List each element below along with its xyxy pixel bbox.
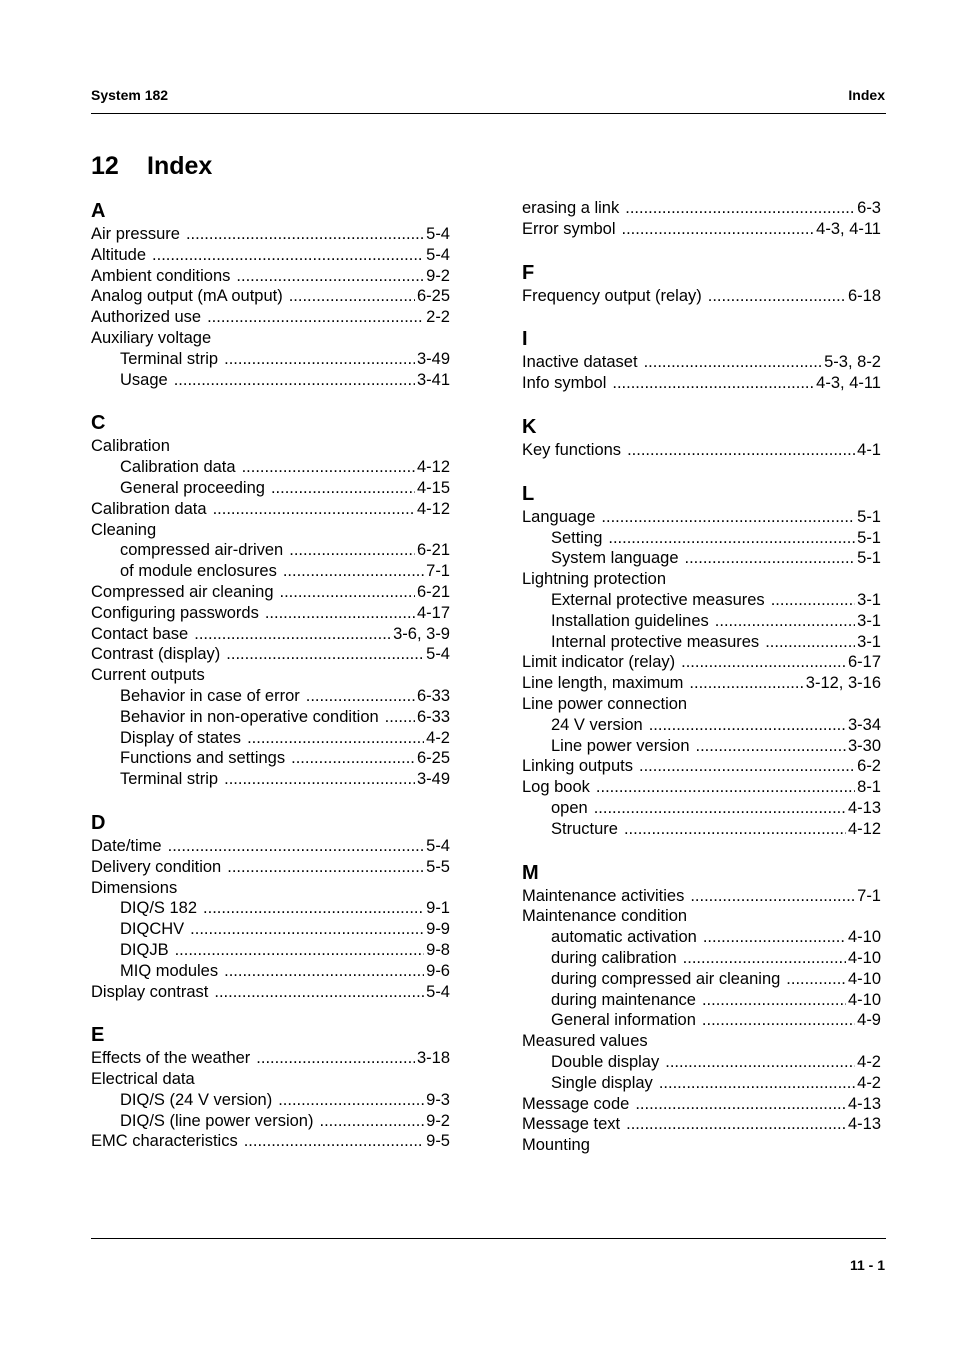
index-subentry [91, 1111, 450, 1132]
index-term: Single display [551, 1073, 653, 1092]
index-entry [522, 198, 881, 219]
index-page-ref: 3-49 [416, 770, 450, 789]
index-term: DIQJB [120, 940, 169, 959]
dot-leader [256, 1048, 415, 1069]
dot-leader [226, 644, 424, 665]
dot-leader [244, 1131, 424, 1152]
index-term: Inactive dataset [522, 353, 638, 372]
index-term: during compressed air cleaning [551, 969, 781, 988]
chapter-title [91, 152, 212, 181]
index-letter-heading: F [522, 261, 535, 284]
index-subentry [522, 927, 881, 948]
index-term: Message text [522, 1115, 621, 1134]
index-entry [522, 440, 881, 461]
index-term: Limit indicator (relay) [522, 653, 676, 672]
index-entry [522, 1114, 881, 1135]
index-page-ref: 5-4 [426, 836, 450, 855]
dot-leader [227, 857, 424, 878]
dot-leader [596, 777, 855, 798]
index-entry [91, 982, 450, 1003]
index-term: Display contrast [91, 982, 209, 1001]
index-letter-heading: K [522, 415, 537, 438]
section-gap [522, 306, 881, 326]
index-page-ref: 6-33 [416, 707, 450, 726]
index-entry [91, 1048, 450, 1069]
index-subentry [522, 715, 881, 736]
index-entry [522, 507, 881, 528]
index-term: General proceeding [120, 478, 265, 497]
index-subentry [91, 1090, 450, 1111]
index-page-ref: 4-1 [857, 440, 881, 459]
index-term: during calibration [551, 948, 677, 967]
index-page-ref: 4-10 [847, 969, 881, 988]
dot-leader [224, 769, 415, 790]
dot-leader [203, 898, 424, 919]
index-page-ref: 4-10 [847, 948, 881, 967]
index-term: Behavior in case of error [120, 686, 300, 705]
index-subentry [91, 961, 450, 982]
dot-leader [594, 798, 846, 819]
index-column-left [91, 198, 450, 1152]
index-column-right [522, 198, 881, 1156]
index-term: DIQ/S (24 V version) [120, 1090, 273, 1109]
index-entry [91, 436, 450, 457]
dot-leader [280, 582, 415, 603]
index-subentry [91, 728, 450, 749]
index-term: Linking outputs [522, 757, 633, 776]
index-page-ref: 3-12, 3-16 [805, 674, 881, 693]
index-page-ref: 9-2 [426, 266, 450, 285]
dot-leader [319, 1111, 424, 1132]
index-term: Ambient conditions [91, 266, 231, 285]
index-page-ref: 5-3, 8-2 [824, 353, 881, 372]
index-entry [522, 352, 881, 373]
index-page-ref: 4-17 [416, 603, 450, 622]
index-entry [91, 603, 450, 624]
index-page-ref: 3-34 [847, 715, 881, 734]
index-term: Calibration data [91, 499, 207, 518]
index-subentry [91, 478, 450, 499]
index-term: Dimensions [91, 878, 178, 897]
dot-leader [644, 352, 823, 373]
index-page-ref: 4-3, 4-11 [816, 219, 881, 238]
index-subentry [91, 940, 450, 961]
index-letter-heading: E [91, 1024, 105, 1047]
index-page-ref: 6-3 [857, 199, 881, 217]
index-page-ref: 4-12 [847, 819, 881, 838]
index-entry [91, 836, 450, 857]
dot-leader [174, 370, 415, 391]
index-page-ref: 4-2 [857, 1052, 881, 1071]
section-gap [522, 461, 881, 481]
index-term: Maintenance activities [522, 886, 685, 905]
dot-leader [213, 499, 415, 520]
dot-leader [242, 457, 415, 478]
index-page-ref: 7-1 [857, 886, 881, 905]
index-page-ref: 4-2 [857, 1073, 881, 1092]
index-entry [91, 520, 450, 541]
dot-leader [289, 540, 415, 561]
dot-leader [690, 886, 855, 907]
index-entry [522, 1094, 881, 1115]
index-term: Info symbol [522, 374, 607, 393]
index-subentry [522, 736, 881, 757]
index-term: erasing a link [522, 199, 620, 217]
index-page-ref: 8-1 [857, 778, 881, 797]
index-term: EMC characteristics [91, 1132, 238, 1151]
index-term: DIQCHV [120, 920, 185, 939]
dot-leader [683, 948, 846, 969]
dot-leader [265, 603, 415, 624]
dot-leader [236, 266, 424, 287]
index-page-ref: 3-30 [847, 736, 881, 755]
index-entry [91, 644, 450, 665]
index-page-ref: 4-13 [847, 798, 881, 817]
dot-leader [696, 736, 846, 757]
index-term: Calibration data [120, 458, 236, 477]
dot-leader [385, 707, 415, 728]
dot-leader [601, 507, 855, 528]
index-entry [522, 673, 881, 694]
index-page-ref: 4-13 [847, 1115, 881, 1134]
dot-leader [627, 440, 855, 461]
index-entry [522, 286, 881, 307]
index-term: Behavior in non-operative condition [120, 707, 379, 726]
index-subentry [522, 819, 881, 840]
index-page-ref: 3-49 [416, 349, 450, 368]
index-term: Structure [551, 819, 618, 838]
dot-leader [681, 652, 846, 673]
index-page-ref: 3-18 [416, 1049, 450, 1068]
index-term: Frequency output (relay) [522, 286, 702, 305]
index-page-ref: 9-2 [426, 1111, 450, 1130]
index-page-ref: 9-3 [426, 1090, 450, 1109]
index-entry [91, 245, 450, 266]
index-term: Delivery condition [91, 857, 222, 876]
dot-leader [186, 224, 424, 245]
index-term: automatic activation [551, 928, 697, 947]
index-term: Line power version [551, 736, 690, 755]
index-letter-heading: C [91, 412, 106, 435]
dot-leader [703, 927, 846, 948]
dot-leader [168, 836, 425, 857]
index-entry [91, 665, 450, 686]
index-page-ref: 5-4 [426, 225, 450, 243]
dot-leader [715, 611, 855, 632]
index-term: Line power connection [522, 694, 688, 713]
chapter-number: 12 [91, 152, 119, 180]
index-term: Authorized use [91, 308, 202, 327]
dot-leader [152, 245, 424, 266]
index-page-ref: 4-3, 4-11 [816, 374, 881, 393]
index-page-ref: 6-25 [416, 749, 450, 768]
index-term: Lightning protection [522, 570, 667, 589]
index-term: Line length, maximum [522, 674, 684, 693]
dot-leader [306, 686, 415, 707]
index-term: Log book [522, 778, 590, 797]
index-term: Measured values [522, 1032, 648, 1051]
index-entry [91, 499, 450, 520]
section-gap [91, 1002, 450, 1022]
index-page-ref: 4-12 [416, 458, 450, 477]
index-term: External protective measures [551, 590, 765, 609]
index-page-ref: 5-1 [857, 528, 881, 547]
index-page-ref: 3-1 [857, 590, 881, 609]
index-page-ref: 9-9 [426, 920, 450, 939]
index-term: Electrical data [91, 1070, 195, 1089]
index-term: MIQ modules [120, 961, 219, 980]
footer-rule [91, 1238, 886, 1239]
index-page-ref: 3-41 [416, 370, 450, 389]
index-term: Air pressure [91, 225, 180, 243]
index-term: open [551, 798, 588, 817]
index-entry [522, 569, 881, 590]
section-gap [522, 394, 881, 414]
index-term: Display of states [120, 728, 242, 747]
index-page-ref: 2-2 [426, 308, 450, 327]
index-term: Calibration [91, 437, 170, 456]
index-page-ref: 4-2 [426, 728, 450, 747]
index-entry [522, 373, 881, 394]
index-page-ref: 9-6 [426, 961, 450, 980]
index-term: Message code [522, 1094, 630, 1113]
index-page-ref: 9-1 [426, 899, 450, 918]
index-subentry [91, 349, 450, 370]
dot-leader [612, 373, 814, 394]
index-page-ref: 5-4 [426, 982, 450, 1001]
dot-leader [271, 478, 415, 499]
index-term: Mounting [522, 1136, 590, 1155]
index-subentry [522, 969, 881, 990]
index-page-ref: 4-9 [857, 1011, 881, 1030]
index-term: DIQ/S 182 [120, 899, 198, 918]
index-subentry [522, 528, 881, 549]
index-page-ref: 6-21 [416, 541, 450, 560]
index-subentry [522, 1073, 881, 1094]
dot-leader [175, 940, 425, 961]
dot-leader [771, 590, 855, 611]
dot-leader [639, 756, 855, 777]
dot-leader [702, 990, 846, 1011]
index-entry [522, 777, 881, 798]
dot-leader [625, 198, 855, 219]
index-subentry [522, 1052, 881, 1073]
index-entry [91, 624, 450, 645]
index-entry [91, 1069, 450, 1090]
dot-leader [194, 624, 391, 645]
index-subentry [522, 798, 881, 819]
index-subentry [522, 948, 881, 969]
index-entry [522, 694, 881, 715]
dot-leader [278, 1090, 424, 1111]
dot-leader [224, 349, 415, 370]
index-term: Installation guidelines [551, 611, 709, 630]
index-page-ref: 3-1 [857, 632, 881, 651]
index-letter-heading: L [522, 482, 535, 505]
index-page-ref: 3-6, 3-9 [393, 624, 450, 643]
index-subentry [91, 370, 450, 391]
index-entry [522, 219, 881, 240]
index-term: Analog output (mA output) [91, 287, 283, 306]
index-term: Auxiliary voltage [91, 328, 212, 347]
index-term: System language [551, 549, 679, 568]
index-entry [522, 1135, 881, 1156]
index-page-ref: 5-4 [426, 645, 450, 664]
index-subentry [91, 707, 450, 728]
index-letter-heading: D [91, 811, 106, 834]
index-entry [522, 756, 881, 777]
index-entry [91, 224, 450, 245]
dot-leader [207, 307, 424, 328]
index-subentry [522, 548, 881, 569]
index-subentry [91, 898, 450, 919]
dot-leader [765, 632, 855, 653]
chapter-title-text: Index [147, 152, 213, 180]
index-entry [522, 906, 881, 927]
index-page-ref: 6-33 [416, 686, 450, 705]
dot-leader [283, 561, 424, 582]
index-page-ref: 6-17 [847, 653, 881, 672]
index-subentry [522, 590, 881, 611]
dot-leader [635, 1094, 846, 1115]
index-letter-heading: M [522, 861, 539, 884]
index-term: Date/time [91, 836, 162, 855]
index-page-ref: 4-10 [847, 928, 881, 947]
index-page-ref: 5-1 [857, 549, 881, 568]
dot-leader [624, 819, 846, 840]
index-term: Altitude [91, 245, 147, 264]
index-term: Setting [551, 528, 603, 547]
index-term: Contrast (display) [91, 645, 221, 664]
index-letter-heading: A [91, 200, 106, 222]
index-term: of module enclosures [120, 562, 277, 581]
dot-leader [626, 1114, 846, 1135]
index-page-ref: 4-15 [416, 478, 450, 497]
index-entry [522, 886, 881, 907]
index-page-ref: 4-13 [847, 1094, 881, 1113]
index-term: Language [522, 507, 596, 526]
section-gap [522, 240, 881, 260]
index-entry [91, 582, 450, 603]
index-page-ref: 4-10 [847, 990, 881, 1009]
index-term: DIQ/S (line power version) [120, 1111, 314, 1130]
index-page-ref: 7-1 [426, 562, 450, 581]
index-page-ref: 5-4 [426, 245, 450, 264]
index-term: Current outputs [91, 666, 205, 685]
index-entry [522, 1031, 881, 1052]
index-subentry [91, 748, 450, 769]
index-term: Functions and settings [120, 749, 286, 768]
index-subentry [91, 540, 450, 561]
index-page-ref: 6-21 [416, 582, 450, 601]
dot-leader [224, 961, 424, 982]
index-term: 24 V version [551, 715, 643, 734]
dot-leader [214, 982, 424, 1003]
dot-leader [708, 286, 846, 307]
index-letter-heading: I [522, 328, 528, 351]
section-gap [522, 840, 881, 860]
section-gap [91, 790, 450, 810]
dot-leader [190, 919, 424, 940]
index-page-ref: 9-8 [426, 940, 450, 959]
index-subentry [91, 457, 450, 478]
index-page-ref: 3-1 [857, 611, 881, 630]
index-subentry [91, 686, 450, 707]
dot-leader [702, 1010, 855, 1031]
index-entry [91, 1131, 450, 1152]
header-rule [91, 113, 886, 114]
index-subentry [522, 611, 881, 632]
index-subentry [522, 990, 881, 1011]
index-entry [91, 878, 450, 899]
dot-leader [685, 548, 856, 569]
index-term: Contact base [91, 624, 189, 643]
index-term: Terminal strip [120, 770, 219, 789]
index-entry [91, 307, 450, 328]
index-page-ref: 5-5 [426, 857, 450, 876]
running-header-left: System 182 [91, 87, 169, 103]
index-subentry [91, 769, 450, 790]
dot-leader [608, 528, 855, 549]
dot-leader [659, 1073, 855, 1094]
index-page-ref: 6-25 [416, 287, 450, 306]
index-term: Configuring passwords [91, 603, 259, 622]
index-entry [91, 266, 450, 287]
index-entry [522, 652, 881, 673]
index-term: Compressed air cleaning [91, 582, 274, 601]
index-page-ref: 5-1 [857, 507, 881, 526]
index-page-ref: 4-12 [416, 499, 450, 518]
index-term: Cleaning [91, 520, 157, 539]
index-subentry [522, 632, 881, 653]
dot-leader [289, 286, 415, 307]
index-term: Usage [120, 370, 168, 389]
index-entry [91, 328, 450, 349]
index-term: Key functions [522, 440, 622, 459]
index-term: compressed air-driven [120, 541, 284, 560]
index-term: Effects of the weather [91, 1049, 251, 1068]
dot-leader [622, 219, 815, 240]
section-gap [91, 390, 450, 410]
index-subentry [91, 561, 450, 582]
index-page-ref: 6-2 [857, 757, 881, 776]
index-term: Error symbol [522, 219, 616, 238]
index-term: General information [551, 1011, 696, 1030]
dot-leader [291, 748, 415, 769]
dot-leader [649, 715, 846, 736]
index-subentry [91, 919, 450, 940]
index-term: during maintenance [551, 990, 696, 1009]
index-term: Internal protective measures [551, 632, 760, 651]
index-page-ref: 6-18 [847, 286, 881, 305]
index-entry [91, 857, 450, 878]
index-term: Double display [551, 1052, 660, 1071]
running-header-right: Index [848, 87, 885, 103]
index-page-ref: 9-5 [426, 1132, 450, 1151]
index-term: Maintenance condition [522, 907, 688, 926]
index-term: Terminal strip [120, 349, 219, 368]
dot-leader [247, 728, 424, 749]
page-number: 11 - 1 [849, 1257, 885, 1273]
dot-leader [689, 673, 803, 694]
dot-leader [786, 969, 846, 990]
dot-leader [665, 1052, 855, 1073]
index-subentry [522, 1010, 881, 1031]
index-entry [91, 286, 450, 307]
